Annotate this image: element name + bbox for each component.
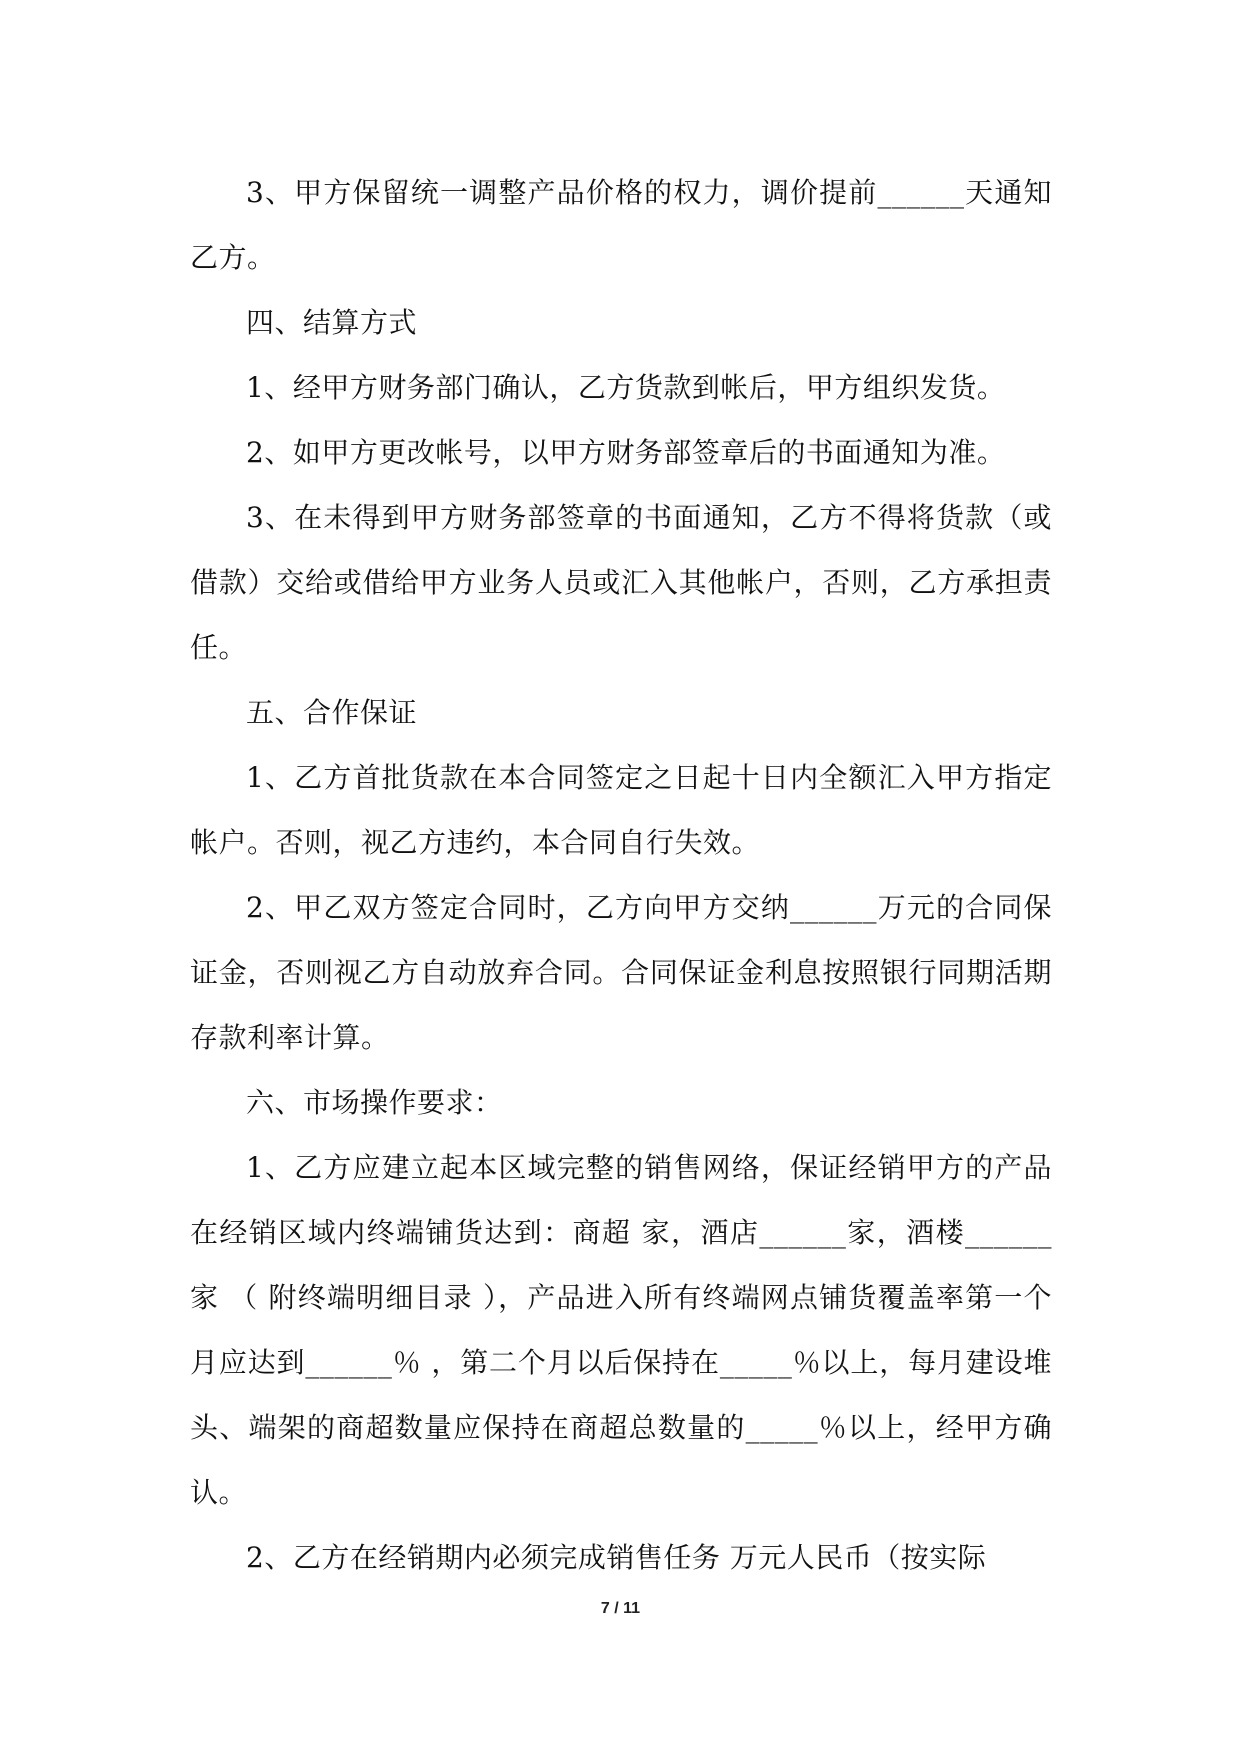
clause-account-change: 2、如甲方更改帐号，以甲方财务部签章后的书面通知为准。 [246, 436, 1006, 469]
clause-price-adjustment: 3、甲方保留统一调整产品价格的权力，调价提前______天通知乙方。 [190, 176, 1052, 274]
clause-sales-target: 2、乙方在经销期内必须完成销售任务 万元人民币（按实际 [246, 1541, 987, 1574]
section-heading-market-requirements: 六、市场操作要求： [246, 1086, 503, 1119]
document-body [190, 160, 1052, 1590]
clause-first-payment: 1、乙方首批货款在本合同签定之日起十日内全额汇入甲方指定帐户。否则，视乙方违约，本合同自行失效。 [190, 761, 1052, 859]
clause-deposit: 2、甲乙双方签定合同时，乙方向甲方交纳______万元的合同保证金，否则视乙方自动放弃合同。合同保证金利息按照银行同期活期存款利率计算。 [190, 891, 1052, 1054]
clause-sales-network: 1、乙方应建立起本区域完整的销售网络，保证经销甲方的产品在经销区域内终端铺货达到：商超 家，酒店______家，酒楼______家 （ 附终端明细目录 ），产品进入所有终端网点铺货覆盖率第一个月应达到______％ ，第二个月以后保持在_____％以上，每月建设堆头、端架的商超数量应保持在商超总数量的_____％以上，经甲方确认。 [190, 1151, 1052, 1509]
section-heading-guarantee: 五、合作保证 [246, 696, 418, 729]
clause-payment-confirmation: 1、经甲方财务部门确认，乙方货款到帐后，甲方组织发货。 [246, 371, 1006, 404]
section-heading-settlement: 四、结算方式 [246, 306, 418, 339]
clause-payment-restriction: 3、在未得到甲方财务部签章的书面通知，乙方不得将货款（或借款）交给或借给甲方业务人员或汇入其他帐户，否则，乙方承担责任。 [190, 501, 1052, 664]
page-number: 7 / 11 [600, 1600, 641, 1617]
